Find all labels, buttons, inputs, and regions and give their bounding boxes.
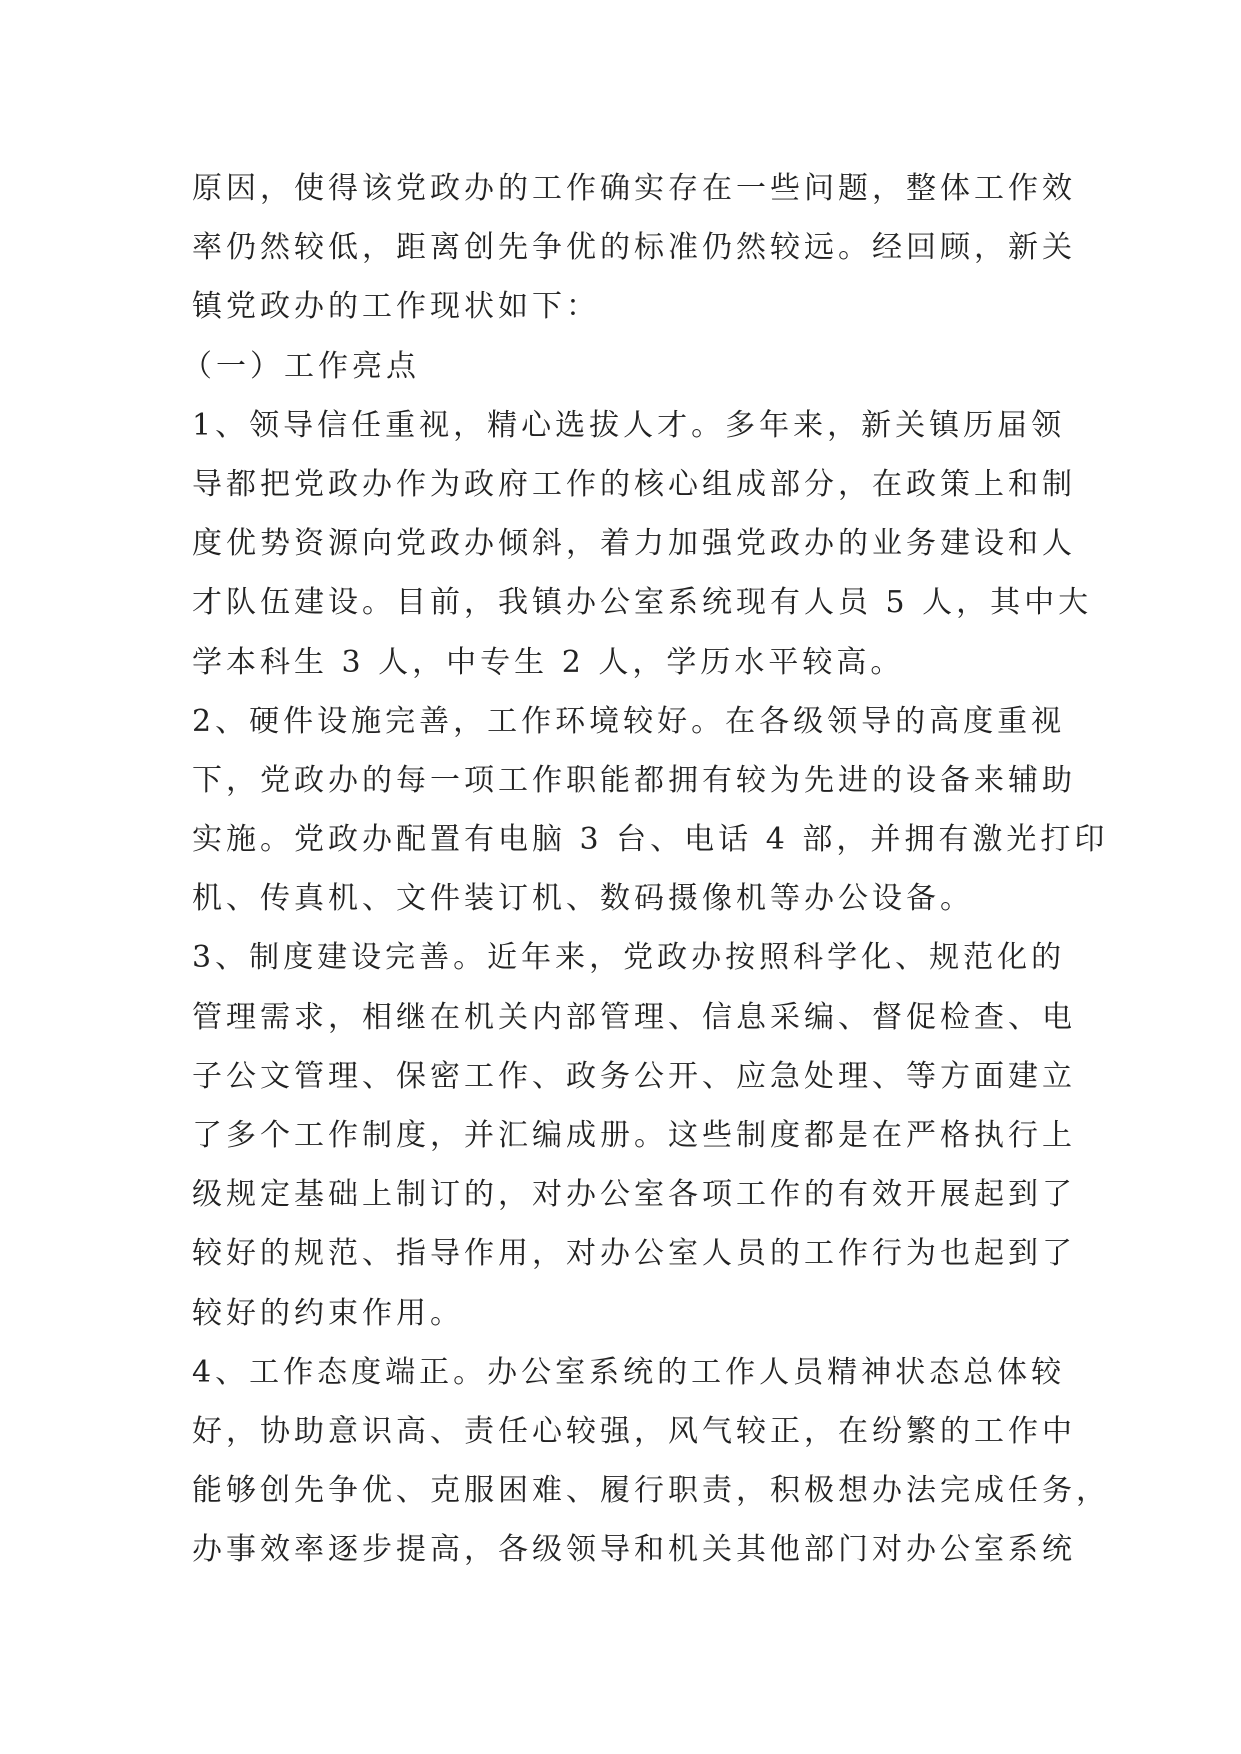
text-line: 镇党政办的工作现状如下： (192, 289, 600, 325)
text-line: 3、制度建设完善。近年来，党政办按照科学化、规范化的 (192, 940, 1066, 976)
text-line: 原因，使得该党政办的工作确实存在一些问题，整体工作效 (192, 171, 1076, 206)
text-line: 导都把党政办作为政府工作的核心组成部分，在政策上和制 (192, 466, 1076, 502)
text-line: 办事效率逐步提高，各级领导和机关其他部门对办公室系统 (192, 1532, 1076, 1568)
text-line: 学本科生 3 人，中专生 2 人，学历水平较高。 (192, 644, 905, 680)
text-line: 2、硬件设施完善，工作环境较好。在各级领导的高度重视 (192, 703, 1066, 739)
text-line: 1、领导信任重视，精心选拔人才。多年来，新关镇历届领 (192, 407, 1066, 443)
text-line: 好，协助意识高、责任心较强，风气较正，在纷繁的工作中 (192, 1413, 1076, 1449)
text-line: 度优势资源向党政办倾斜，着力加强党政办的业务建设和人 (192, 526, 1076, 562)
text-line: 级规定基础上制订的，对办公室各项工作的有效开展起到了 (192, 1177, 1076, 1213)
section-heading: （一）工作亮点 (182, 348, 420, 384)
document-body (182, 159, 1110, 1580)
text-line: 下，党政办的每一项工作职能都拥有较为先进的设备来辅助 (192, 762, 1076, 798)
text-line: 较好的约束作用。 (192, 1295, 464, 1331)
text-line: 率仍然较低，距离创先争优的标准仍然较远。经回顾，新关 (192, 230, 1076, 266)
text-line: 才队伍建设。目前，我镇办公室系统现有人员 5 人，其中大 (192, 585, 1093, 621)
text-line: 能够创先争优、克服困难、履行职责，积极想办法完成任务， (192, 1473, 1110, 1509)
text-line: 子公文管理、保密工作、政务公开、应急处理、等方面建立 (192, 1058, 1076, 1094)
text-line: 管理需求，相继在机关内部管理、信息采编、督促检查、电 (192, 999, 1076, 1035)
text-line: 了多个工作制度，并汇编成册。这些制度都是在严格执行上 (192, 1118, 1076, 1153)
text-line: 4、工作态度端正。办公室系统的工作人员精神状态总体较 (192, 1354, 1066, 1390)
text-line: 实施。党政办配置有电脑 3 台、电话 4 部，并拥有激光打印 (192, 822, 1109, 858)
text-line: 机、传真机、文件装订机、数码摄像机等办公设备。 (192, 881, 974, 917)
text-line: 较好的规范、指导作用，对办公室人员的工作行为也起到了 (192, 1236, 1076, 1272)
